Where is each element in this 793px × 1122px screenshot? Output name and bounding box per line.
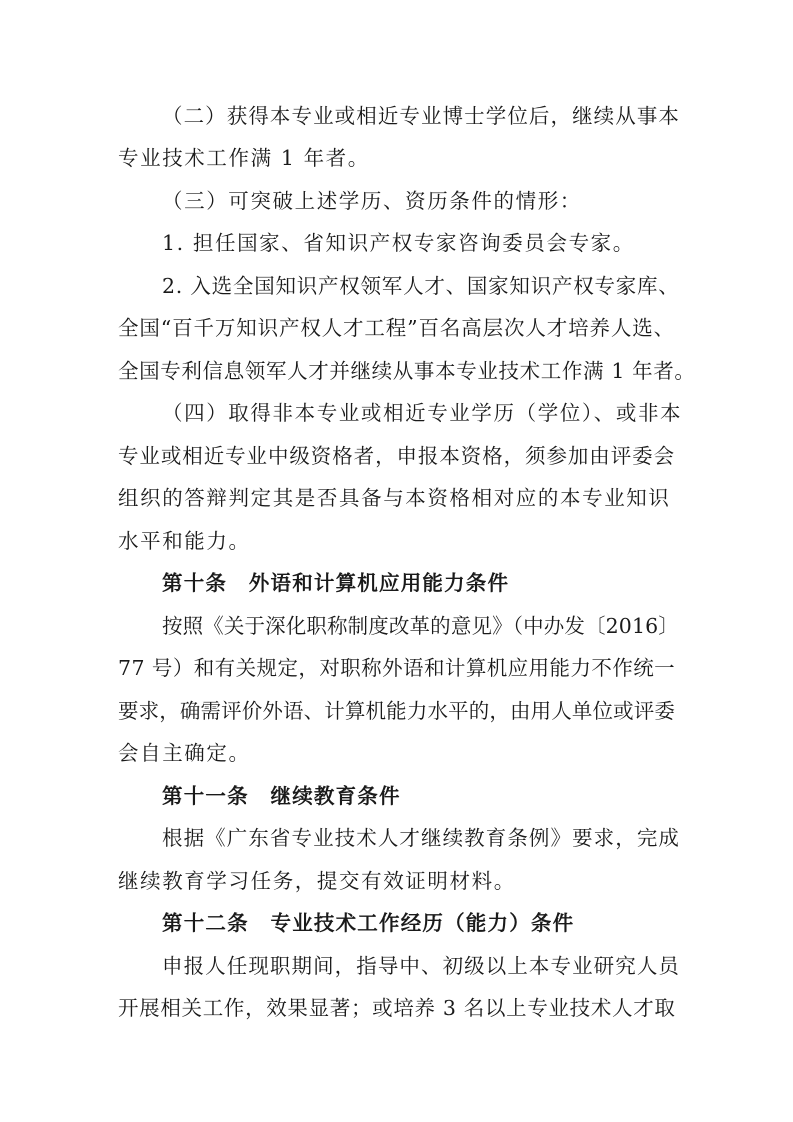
item-2-line-2: 全国“百千万知识产权人才工程”百名高层次人才培养人选、 [118,316,675,340]
article-10-heading: 第十条 外语和计算机应用能力条件 [162,571,510,595]
article-12-line-2: 开展相关工作，效果显著；或培养 3 名以上专业技术人才取 [118,996,676,1020]
article-10-line-4: 会自主确定。 [118,741,251,765]
para-4-line-4: 水平和能力。 [118,529,251,553]
para-3-line-1: （三）可突破上述学历、资历条件的情形： [162,189,582,213]
article-11-heading: 第十一条 继续教育条件 [162,784,401,808]
article-12-heading: 第十二条 专业技术工作经历（能力）条件 [162,911,575,935]
para-4-line-2: 专业或相近专业中级资格者，申报本资格，须参加由评委会 [118,444,675,468]
article-11-line-1: 根据《广东省专业技术人才继续教育条例》要求，完成 [162,826,680,850]
article-10-line-3: 要求，确需评价外语、计算机能力水平的，由用人单位或评委 [118,699,675,723]
article-10-line-1: 按照《关于深化职称制度改革的意见》（中办发〔2016〕 [162,614,679,638]
item-2-line-1: 2. 入选全国知识产权领军人才、国家知识产权专家库、 [162,274,680,298]
item-1-line-1: 1. 担任国家、省知识产权专家咨询委员会专家。 [162,231,635,255]
article-12-line-1: 申报人任现职期间，指导中、初级以上本专业研究人员 [162,954,680,978]
item-2-line-3: 全国专利信息领军人才并继续从事本专业技术工作满 1 年者。 [118,359,696,383]
article-10-line-2: 77 号）和有关规定，对职称外语和计算机应用能力不作统一 [118,656,676,680]
para-2-line-1: （二）获得本专业或相近专业博士学位后，继续从事本 [162,104,680,128]
para-4-line-3: 组织的答辩判定其是否具备与本资格相对应的本专业知识 [118,486,671,510]
article-11-line-2: 继续教育学习任务，提交有效证明材料。 [118,869,516,893]
para-4-line-1: （四）取得非本专业或相近专业学历（学位）、或非本 [162,401,682,425]
para-2-line-2: 专业技术工作满 1 年者。 [118,146,370,170]
